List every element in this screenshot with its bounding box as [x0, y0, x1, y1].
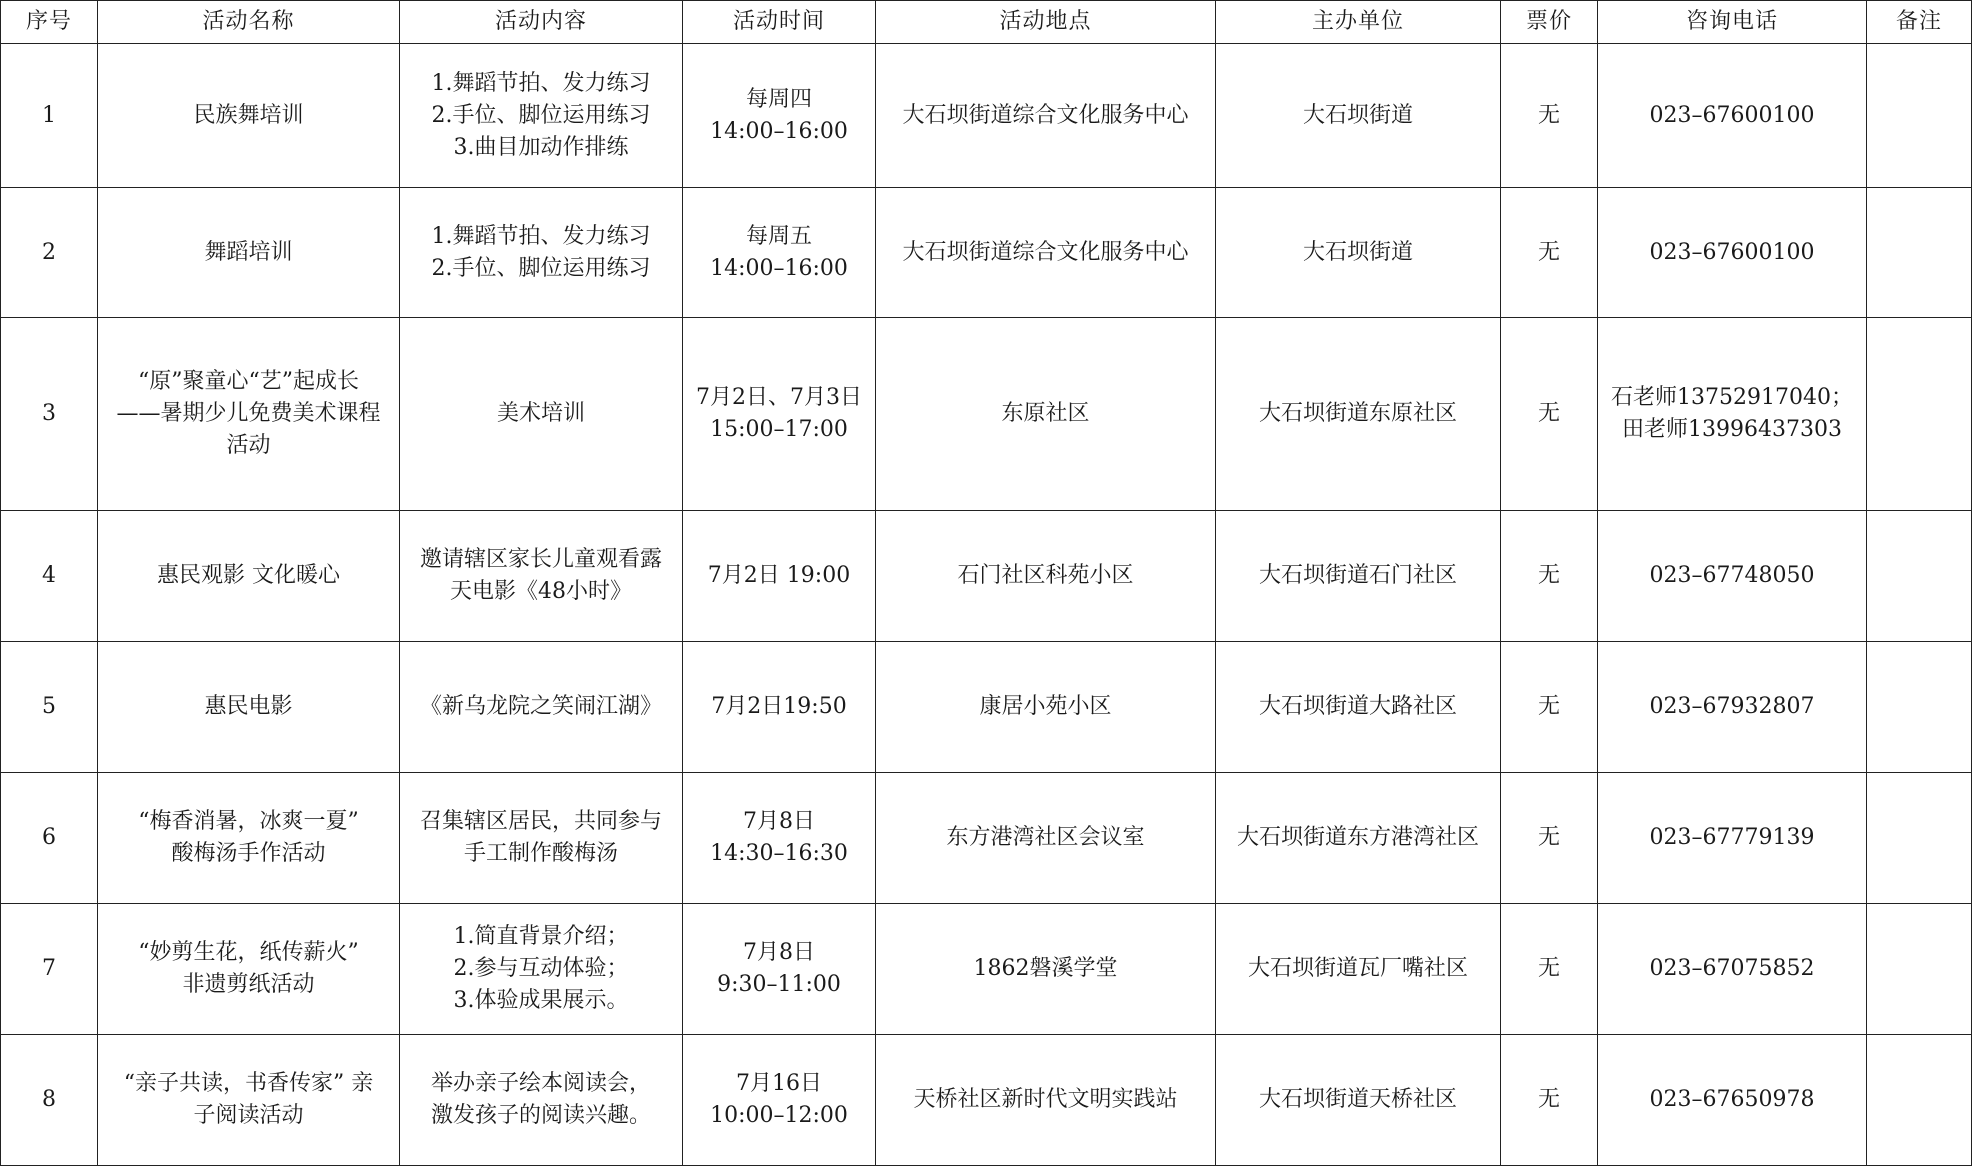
cell-content-line: 《新乌龙院之笑闹江湖》: [419, 694, 662, 719]
cell-organizer: 大石坝街道东原社区: [1216, 318, 1501, 511]
cell-remark: [1867, 44, 1972, 188]
cell-time-line: 7月16日: [736, 1071, 822, 1096]
cell-content-line: 美术培训: [496, 401, 585, 426]
cell-name-line: 民族舞培训: [193, 102, 304, 128]
cell-content-line: 1.舞蹈节拍、发力练习: [431, 223, 651, 249]
cell-content: [400, 188, 683, 318]
cell-content-line: 邀请辖区家长儿童观看露: [419, 547, 662, 572]
cell-content-line: 2.手位、脚位运用练习: [431, 255, 651, 281]
cell-no: 8: [1, 1035, 98, 1166]
table-row: [1, 318, 1972, 511]
cell-time: [683, 904, 876, 1035]
cell-phone: [1598, 188, 1867, 318]
cell-phone-line: 023–67600100: [1649, 102, 1815, 128]
cell-time-line: 14:30–16:30: [710, 841, 848, 866]
cell-phone: [1598, 318, 1867, 511]
cell-name: [98, 511, 400, 642]
cell-remark: [1867, 318, 1972, 511]
cell-time-line: 14:00–16:00: [710, 255, 848, 281]
header-venue: 活动地点: [876, 1, 1216, 44]
cell-name-line: “原”聚童心“艺”起成长: [138, 369, 359, 394]
cell-no: 5: [1, 642, 98, 773]
cell-no: 2: [1, 188, 98, 318]
table-row: [1, 188, 1972, 318]
table-row: [1, 773, 1972, 904]
cell-organizer: 大石坝街道: [1216, 188, 1501, 318]
cell-venue: 东方港湾社区会议室: [876, 773, 1216, 904]
cell-price: 无: [1501, 773, 1598, 904]
table-row: [1, 44, 1972, 188]
cell-phone-line: 田老师13996437303: [1622, 417, 1842, 442]
cell-venue: 大石坝街道综合文化服务中心: [876, 188, 1216, 318]
cell-phone: [1598, 511, 1867, 642]
cell-name: [98, 642, 400, 773]
cell-venue: 1862磐溪学堂: [876, 904, 1216, 1035]
cell-price: 无: [1501, 642, 1598, 773]
cell-time-line: 7月2日 19:00: [707, 563, 851, 588]
cell-phone-line: 023–67650978: [1649, 1087, 1815, 1112]
cell-organizer: 大石坝街道瓦厂嘴社区: [1216, 904, 1501, 1035]
cell-no: 6: [1, 773, 98, 904]
cell-time: [683, 642, 876, 773]
cell-time: [683, 188, 876, 318]
cell-content-line: 3.体验成果展示。: [453, 988, 629, 1013]
header-no: 序号: [1, 1, 98, 44]
cell-organizer: 大石坝街道石门社区: [1216, 511, 1501, 642]
cell-content: [400, 318, 683, 511]
cell-phone-line: 石老师13752917040；: [1611, 385, 1853, 410]
cell-organizer: 大石坝街道大路社区: [1216, 642, 1501, 773]
cell-name-line: 非遗剪纸活动: [182, 972, 315, 997]
cell-price: 无: [1501, 318, 1598, 511]
header-content: 活动内容: [400, 1, 683, 44]
cell-time-line: 9:30–11:00: [717, 972, 841, 997]
cell-time: [683, 318, 876, 511]
cell-name-line: 活动: [226, 433, 271, 458]
header-name: 活动名称: [98, 1, 400, 44]
cell-remark: [1867, 188, 1972, 318]
cell-content-line: 1.简直背景介绍；: [453, 924, 629, 949]
cell-phone: [1598, 904, 1867, 1035]
cell-no: 3: [1, 318, 98, 511]
table-row: [1, 1035, 1972, 1166]
header-time: 活动时间: [683, 1, 876, 44]
cell-time-line: 7月8日: [743, 940, 815, 965]
cell-name-line: ——暑期少儿免费美术课程: [116, 401, 381, 426]
cell-content-line: 激发孩子的阅读兴趣。: [430, 1103, 651, 1128]
header-organizer: 主办单位: [1216, 1, 1501, 44]
cell-phone: [1598, 773, 1867, 904]
cell-content-line: 3.曲目加动作排练: [453, 134, 629, 160]
cell-time-line: 15:00–17:00: [710, 417, 848, 442]
cell-remark: [1867, 904, 1972, 1035]
table-row: [1, 511, 1972, 642]
cell-name: [98, 318, 400, 511]
cell-phone-line: 023–67748050: [1649, 563, 1815, 588]
cell-phone-line: 023–67600100: [1649, 239, 1815, 265]
header-price: 票价: [1501, 1, 1598, 44]
cell-content-line: 召集辖区居民，共同参与: [419, 809, 662, 834]
cell-name: [98, 188, 400, 318]
cell-content-line: 2.手位、脚位运用练习: [431, 102, 651, 128]
cell-remark: [1867, 1035, 1972, 1166]
cell-content: [400, 511, 683, 642]
cell-content: [400, 44, 683, 188]
cell-content-line: 手工制作酸梅汤: [463, 841, 618, 866]
cell-no: 1: [1, 44, 98, 188]
cell-remark: [1867, 642, 1972, 773]
cell-time: [683, 44, 876, 188]
cell-time: [683, 773, 876, 904]
cell-content-line: 1.舞蹈节拍、发力练习: [431, 70, 651, 96]
cell-venue: 大石坝街道综合文化服务中心: [876, 44, 1216, 188]
cell-time-line: 7月2日、7月3日: [696, 385, 862, 410]
cell-time-line: 每周五: [745, 223, 812, 249]
cell-remark: [1867, 773, 1972, 904]
cell-price: 无: [1501, 904, 1598, 1035]
cell-content-line: 2.参与互动体验；: [453, 956, 629, 981]
cell-name-line: “亲子共读，书香传家” 亲: [123, 1071, 374, 1096]
cell-phone-line: 023–67932807: [1649, 694, 1815, 719]
cell-venue: 康居小苑小区: [876, 642, 1216, 773]
cell-content: [400, 1035, 683, 1166]
cell-content: [400, 642, 683, 773]
cell-price: 无: [1501, 44, 1598, 188]
cell-name-line: “妙剪生花，纸传薪火”: [138, 940, 359, 965]
cell-name-line: 惠民观影 文化暖心: [157, 563, 340, 588]
cell-price: 无: [1501, 1035, 1598, 1166]
cell-venue: 石门社区科苑小区: [876, 511, 1216, 642]
cell-phone-line: 023–67779139: [1649, 825, 1815, 850]
cell-time-line: 7月2日19:50: [711, 694, 847, 719]
cell-time: [683, 1035, 876, 1166]
cell-name: [98, 773, 400, 904]
cell-price: 无: [1501, 188, 1598, 318]
cell-phone-line: 023–67075852: [1649, 956, 1815, 981]
cell-content: [400, 904, 683, 1035]
cell-remark: [1867, 511, 1972, 642]
cell-name-line: 惠民电影: [204, 694, 293, 719]
cell-no: 7: [1, 904, 98, 1035]
cell-name-line: 舞蹈培训: [204, 239, 293, 265]
cell-content-line: 举办亲子绘本阅读会，: [430, 1071, 651, 1096]
cell-time-line: 10:00–12:00: [710, 1103, 848, 1128]
cell-organizer: 大石坝街道东方港湾社区: [1216, 773, 1501, 904]
cell-time-line: 7月8日: [743, 809, 815, 834]
cell-time: [683, 511, 876, 642]
cell-content: [400, 773, 683, 904]
header-remark: 备注: [1867, 1, 1972, 44]
cell-name: [98, 904, 400, 1035]
cell-venue: 天桥社区新时代文明实践站: [876, 1035, 1216, 1166]
cell-venue: 东原社区: [876, 318, 1216, 511]
cell-name-line: 酸梅汤手作活动: [171, 841, 326, 866]
cell-phone: [1598, 44, 1867, 188]
cell-name-line: “梅香消暑，冰爽一夏”: [138, 809, 359, 834]
cell-no: 4: [1, 511, 98, 642]
header-phone: 咨询电话: [1598, 1, 1867, 44]
cell-content-line: 天电影《48小时》: [450, 579, 632, 604]
cell-organizer: 大石坝街道: [1216, 44, 1501, 188]
cell-name-line: 子阅读活动: [193, 1103, 304, 1128]
header-row: [1, 1, 1972, 44]
cell-time-line: 每周四: [745, 86, 812, 112]
cell-organizer: 大石坝街道天桥社区: [1216, 1035, 1501, 1166]
cell-phone: [1598, 1035, 1867, 1166]
table-row: [1, 642, 1972, 773]
cell-name: [98, 1035, 400, 1166]
cell-time-line: 14:00–16:00: [710, 118, 848, 144]
cell-phone: [1598, 642, 1867, 773]
cell-price: 无: [1501, 511, 1598, 642]
cell-name: [98, 44, 400, 188]
table-row: [1, 904, 1972, 1035]
